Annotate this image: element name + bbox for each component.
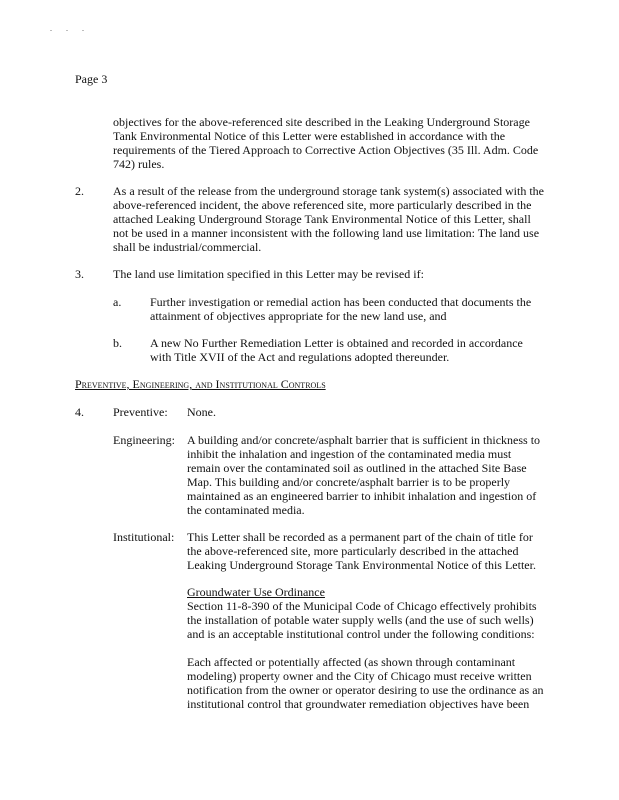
institutional-label: Institutional: — [113, 530, 175, 544]
institutional-line: Leaking Underground Storage Tank Environmental Notice of this Letter. — [187, 558, 536, 572]
item2-line: not be used in a manner inconsistent with the following land use limitation: The land use — [113, 226, 540, 240]
ordinance-line: the installation of potable water supply wells (and the use of such wells) — [187, 613, 534, 627]
institutional-line: the above-referenced site, more particularly described in the attached — [187, 544, 519, 558]
preventive-text: None. — [187, 405, 216, 419]
item3-number: 3. — [75, 267, 84, 281]
engineering-line: remain over the contaminated soil as outlined in the attached Site Base — [187, 461, 527, 475]
item3-text: The land use limitation specified in this Letter may be revised if: — [113, 267, 424, 281]
item1-line: Tank Environmental Notice of this Letter were established in accordance with the — [113, 129, 506, 143]
section-heading: Preventive, Engineering, and Institutional Controls — [75, 377, 326, 391]
item3a-label: a. — [113, 295, 122, 309]
item3a-line: Further investigation or remedial action has been conducted that documents the — [150, 295, 532, 309]
page-number: Page 3 — [75, 72, 108, 86]
engineering-line: Map. This building and/or concrete/asphalt barrier is to be properly — [187, 475, 511, 489]
item3b-line: A new No Further Remediation Letter is obtained and recorded in accordance — [150, 336, 523, 350]
item2-line: shall be industrial/commercial. — [113, 240, 262, 254]
engineering-label: Engineering: — [113, 433, 175, 447]
conditions-line: notification from the owner or operator desiring to use the ordinance as an — [187, 683, 544, 697]
institutional-line: This Letter shall be recorded as a permanent part of the chain of title for — [187, 530, 533, 544]
scan-marks: . . . — [50, 24, 90, 33]
ordinance-line: and is an acceptable institutional control under the following conditions: — [187, 627, 535, 641]
ordinance-line: Section 11-8-390 of the Municipal Code of Chicago effectively prohibits — [187, 599, 537, 613]
item2-number: 2. — [75, 184, 84, 198]
item3a-line: attainment of objectives appropriate for the new land use, and — [150, 309, 447, 323]
engineering-line: inhibit the inhalation and ingestion of the contaminated media must — [187, 447, 512, 461]
item1-line: objectives for the above-referenced site described in the Leaking Underground Storage — [113, 115, 530, 129]
item1-line: requirements of the Tiered Approach to Corrective Action Objectives (35 Ill. Adm. Code — [113, 143, 539, 157]
item2-line: attached Leaking Underground Storage Tank Environmental Notice of this Letter, shall — [113, 212, 531, 226]
item2-line: above-referenced incident, the above referenced site, more particularly described in the — [113, 198, 532, 212]
engineering-line: maintained as an engineered barrier to inhibit inhalation and ingestion of — [187, 489, 537, 503]
conditions-line: Each affected or potentially affected (as shown through contaminant — [187, 655, 516, 669]
conditions-line: modeling) property owner and the City of Chicago must receive written — [187, 669, 532, 683]
item3b-label: b. — [113, 336, 122, 350]
item2-line: As a result of the release from the underground storage tank system(s) associated with the — [113, 184, 544, 198]
engineering-line: the contaminated media. — [187, 503, 305, 517]
item1-line: 742) rules. — [113, 157, 165, 171]
ordinance-title: Groundwater Use Ordinance — [187, 585, 325, 599]
item4-number: 4. — [75, 405, 84, 419]
preventive-label: Preventive: — [113, 405, 168, 419]
engineering-line: A building and/or concrete/asphalt barrier that is sufficient in thickness to — [187, 433, 541, 447]
item3b-line: with Title XVII of the Act and regulations adopted thereunder. — [150, 350, 450, 364]
conditions-line: institutional control that groundwater remediation objectives have been — [187, 697, 530, 711]
